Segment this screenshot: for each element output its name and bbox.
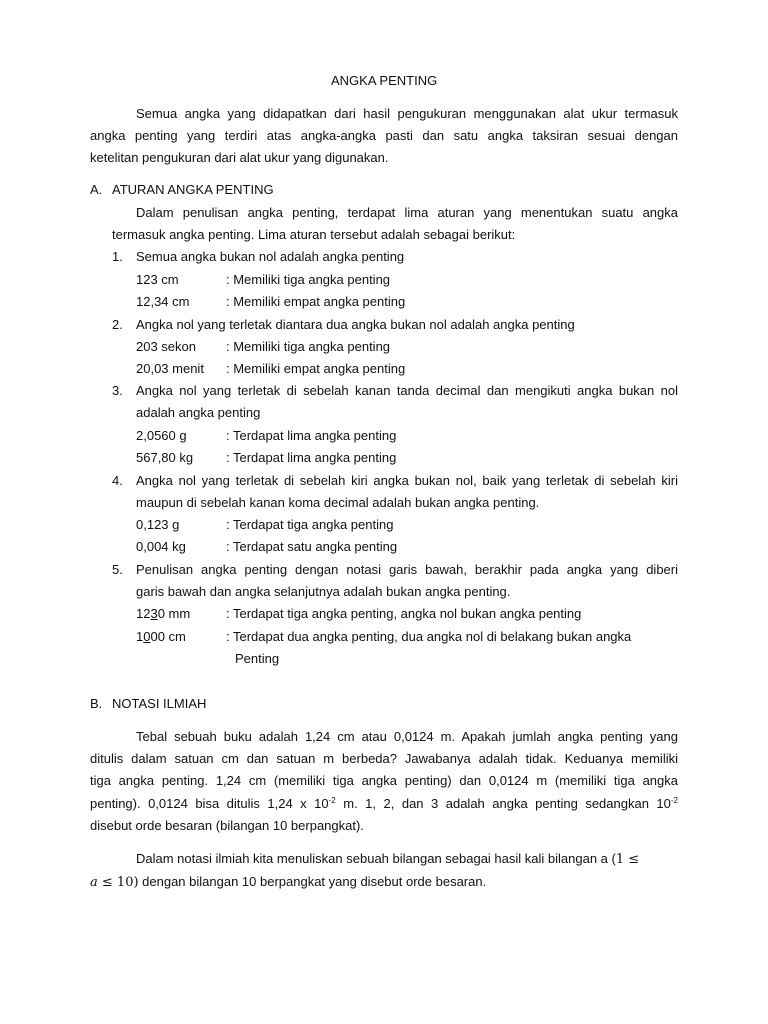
rule-4-text-line-1: Angka nol yang terletak di sebelah kiri angka bukan nol, baik yang terletak di sebelah kiri xyxy=(136,473,678,488)
rule-3-text-line-1: Angka nol yang terletak di sebelah kanan tanda decimal dan mengikuti angka bukan nol xyxy=(136,383,678,398)
section-b-p1-line-3: tiga angka penting. 1,24 cm (memiliki tiga angka penting) dan 0,0124 m (memiliki tiga angka xyxy=(90,773,678,788)
section-b-p1-line-5: disebut orde besaran (bilangan 10 berpangkat). xyxy=(90,818,364,833)
rule-4-number: 4. xyxy=(112,473,123,488)
exponent: -2 xyxy=(670,796,679,805)
intro-line-2: angka penting yang terdiri atas angka-angka pasti dan satu angka taksiran sesuai dengan xyxy=(90,128,678,143)
rule-3-example-1-desc: : Terdapat lima angka penting xyxy=(226,428,397,443)
rule-5-text-line-1: Penulisan angka penting dengan notasi garis bawah, berakhir pada angka yang diberi xyxy=(136,562,678,577)
rule-5-example-1-desc: : Terdapat tiga angka penting, angka nol bukan angka penting xyxy=(226,606,582,621)
rule-4-example-2-desc: : Terdapat satu angka penting xyxy=(226,539,398,554)
math-expression: ≤ 10) xyxy=(97,875,139,890)
section-a-letter: A. xyxy=(90,182,103,197)
underlined-digit: 3 xyxy=(150,606,158,621)
rule-4-example-1-desc: : Terdapat tiga angka penting xyxy=(226,517,394,532)
rule-2-text: Angka nol yang terletak diantara dua angka bukan nol adalah angka penting xyxy=(136,317,575,332)
rule-2-example-1-value: 203 sekon xyxy=(136,339,196,354)
rule-5-text-line-2: garis bawah dan angka selanjutnya adalah bukan angka penting. xyxy=(136,584,511,599)
section-a-intro-line-1: Dalam penulisan angka penting, terdapat lima aturan yang menentukan suatu angka xyxy=(136,205,678,220)
exponent: -2 xyxy=(328,796,336,805)
rule-2-example-2-value: 20,03 menit xyxy=(136,361,204,376)
section-a-intro-line-2: termasuk angka penting. Lima aturan tersebut adalah sebagai berikut: xyxy=(112,227,516,242)
section-b-p1-line-2: ditulis dalam satuan cm dan satuan m berbeda? Jawabanya adalah tidak. Keduanya memiliki xyxy=(90,751,678,766)
rule-5-example-2-value: 1000 cm xyxy=(136,629,186,644)
rule-1-example-2-value: 12,34 cm xyxy=(136,294,190,309)
underlined-digit: 0 xyxy=(143,629,151,644)
rule-1-example-1-value: 123 cm xyxy=(136,272,179,287)
rule-5-example-1-value: 1230 mm xyxy=(136,606,191,621)
rule-5-example-2-desc-cont: Penting xyxy=(235,651,280,666)
rule-4-example-1-value: 0,123 g xyxy=(136,517,180,532)
rule-2-example-2-desc: : Memiliki empat angka penting xyxy=(226,361,406,376)
rule-4-example-2-value: 0,004 kg xyxy=(136,539,186,554)
rule-3-number: 3. xyxy=(112,383,123,398)
rule-5-number: 5. xyxy=(112,562,123,577)
math-expression: 1 ≤ xyxy=(615,852,640,867)
rule-1-number: 1. xyxy=(112,249,123,264)
intro-line-3: ketelitan pengukuran dari alat ukur yang digunakan. xyxy=(90,150,389,165)
rule-3-example-1-value: 2,0560 g xyxy=(136,428,187,443)
page-title: ANGKA PENTING xyxy=(331,73,438,88)
rule-1-text: Semua angka bukan nol adalah angka penting xyxy=(136,249,405,264)
rule-2-number: 2. xyxy=(112,317,123,332)
rule-1-example-1-desc: : Memiliki tiga angka penting xyxy=(226,272,391,287)
section-a-heading: ATURAN ANGKA PENTING xyxy=(112,182,274,197)
intro-line-1: Semua angka yang didapatkan dari hasil pengukuran menggunakan alat ukur termasuk xyxy=(136,106,678,121)
rule-3-text-line-2: adalah angka penting xyxy=(136,405,261,420)
section-b-heading: NOTASI ILMIAH xyxy=(112,696,207,711)
rule-1-example-2-desc: : Memiliki empat angka penting xyxy=(226,294,406,309)
section-b-p1-line-4: penting). 0,0124 bisa ditulis 1,24 x $10^{-2}$ m. 1, 2, dan 3 adalah angka penting sedangkan $10^{-2}$ xyxy=(90,796,679,811)
rule-5-example-2-desc: : Terdapat dua angka penting, dua angka nol di belakang bukan angka xyxy=(226,629,632,644)
rule-3-example-2-desc: : Terdapat lima angka penting xyxy=(226,450,397,465)
section-b-p1-line-1: Tebal sebuah buku adalah 1,24 cm atau 0,0124 m. Apakah jumlah angka penting yang xyxy=(136,729,678,744)
section-b-p2-line-1: Dalam notasi ilmiah kita menuliskan sebuah bilangan sebagai hasil kali bilangan a (1 ≤ xyxy=(136,851,640,867)
math-variable: a xyxy=(90,875,98,890)
section-b-p2-line-2: a ≤ 10) dengan bilangan 10 berpangkat yang disebut orde besaran. xyxy=(90,874,487,890)
section-b-letter: B. xyxy=(90,696,103,711)
rule-4-text-line-2: maupun di sebelah kanan koma decimal adalah bukan angka penting. xyxy=(136,495,540,510)
rule-3-example-2-value: 567,80 kg xyxy=(136,450,194,465)
rule-2-example-1-desc: : Memiliki tiga angka penting xyxy=(226,339,391,354)
